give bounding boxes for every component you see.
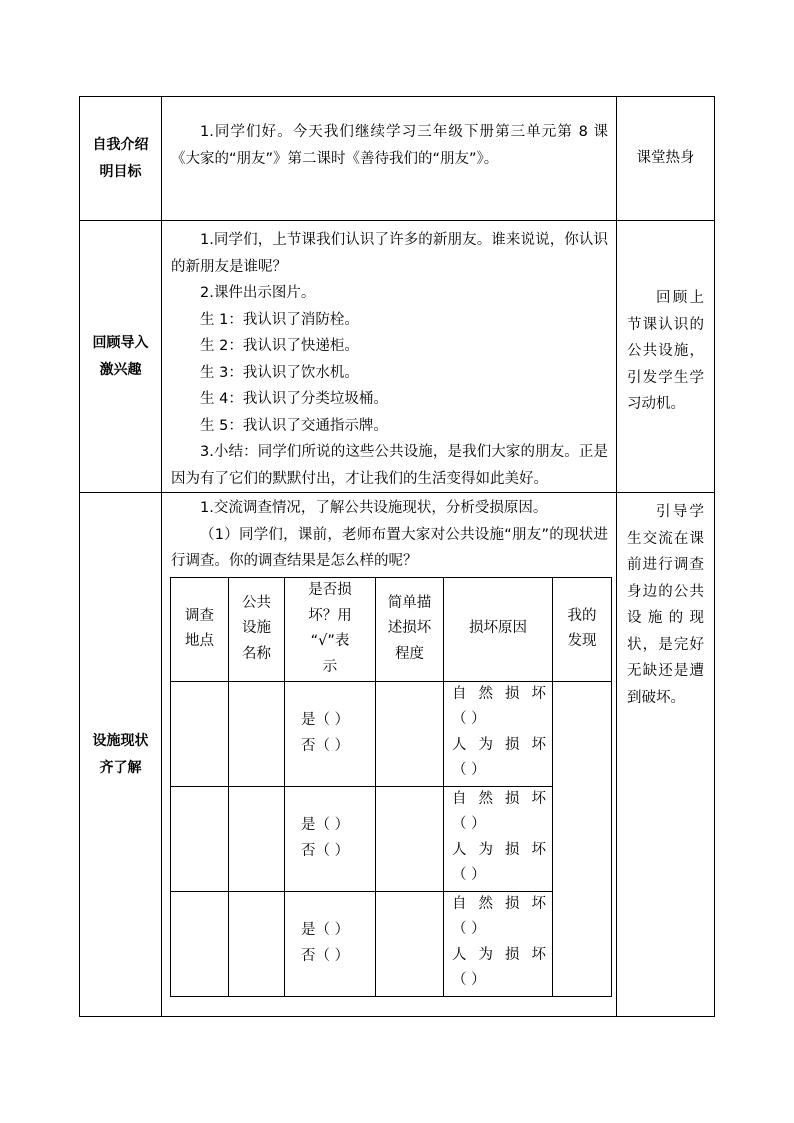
lesson-row-review (80, 221, 715, 493)
survey-cell-damaged (285, 786, 376, 891)
stage-label: 自我介绍 (92, 136, 149, 153)
content-paragraph: 2.课件出示图片。 (200, 285, 316, 301)
survey-header-row (171, 577, 612, 681)
intent-cell (617, 221, 715, 493)
natural-damage-option: 自然损坏 (452, 790, 558, 807)
yes-option: 是（ ） (301, 712, 350, 728)
option-paren: （ ） (452, 762, 486, 778)
intent-cell (617, 493, 715, 1017)
survey-cell-cause (444, 786, 558, 891)
intent-cell (617, 97, 715, 221)
stage-cell (80, 221, 162, 493)
survey-header-damaged: 是否损 坏？用 “√”表 示 (285, 577, 376, 681)
content-paragraph: 生 4：我认识了分类垃圾桶。 (200, 391, 388, 407)
option-paren: （ ） (452, 867, 486, 883)
survey-header-location: 调查 地点 (171, 577, 229, 681)
stage-cell (80, 97, 162, 221)
content-paragraph: （1）同学们，课前，老师布置大家对公共设施“朋友”的现状进行调查。你的调查结果是怎么样的呢？ (171, 526, 608, 569)
survey-row (171, 681, 612, 786)
content-paragraph: 1.交流调查情况，了解公共设施现状，分析受损原因。 (200, 500, 548, 516)
survey-cell-cause (444, 891, 558, 996)
survey-cell-cause (444, 681, 558, 786)
option-paren: （ ） (452, 711, 486, 727)
survey-cell-facility (229, 681, 285, 786)
survey-cell-location (171, 891, 229, 996)
human-damage-option: 人为损坏 (452, 841, 558, 858)
content-cell (162, 493, 617, 1017)
content-paragraph: 1.同学们好。今天我们继续学习三年级下册第三单元第 8 课《大家的“朋友”》第二课时《善待我们的“朋友”》。 (171, 124, 608, 167)
intent-text: 课堂热身 (636, 150, 695, 167)
natural-damage-option: 自然损坏 (452, 895, 558, 912)
survey-cell-degree (376, 891, 444, 996)
survey-table (170, 577, 612, 997)
option-paren: （ ） (452, 816, 486, 832)
content-paragraph: 3.小结：同学们所说的这些公共设施，是我们大家的朋友。正是因为有了它们的默默付出，才让我们的生活变得如此美好。 (171, 444, 608, 487)
lesson-plan-table (79, 96, 715, 1017)
stage-cell (80, 493, 162, 1017)
option-paren: （ ） (452, 921, 486, 937)
lesson-row-intro (80, 97, 715, 221)
content-paragraph: 生 3：我认识了饮水机。 (200, 364, 359, 381)
survey-header-finding: 我的 发现 (553, 577, 612, 681)
survey-header-cause: 损坏原因 (444, 577, 553, 681)
no-option: 否（ ） (301, 947, 350, 964)
intent-text: 引导学生交流在课前进行调查身边的公共设施的现状，是完好无缺还是遭到破坏。 (627, 504, 704, 706)
natural-damage-option: 自然损坏 (452, 685, 558, 702)
survey-row (171, 786, 612, 891)
survey-cell-finding (553, 681, 612, 996)
stage-label: 设施现状 (92, 732, 149, 749)
survey-cell-degree (376, 786, 444, 891)
option-paren: （ ） (452, 972, 486, 988)
survey-row (171, 891, 612, 996)
stage-label: 明目标 (99, 163, 142, 180)
survey-cell-facility (229, 891, 285, 996)
survey-cell-damaged (285, 891, 376, 996)
survey-cell-facility (229, 786, 285, 891)
yes-option: 是（ ） (301, 922, 350, 938)
content-paragraph: 生 2：我认识了快递柜。 (200, 338, 359, 354)
stage-label: 激兴趣 (99, 361, 142, 378)
survey-cell-degree (376, 681, 444, 786)
survey-cell-damaged (285, 681, 376, 786)
human-damage-option: 人为损坏 (452, 946, 558, 963)
content-cell (162, 97, 617, 221)
survey-header-facility: 公共 设施 名称 (229, 577, 285, 681)
no-option: 否（ ） (301, 737, 350, 754)
content-paragraph: 1.同学们，上节课我们认识了许多的新朋友。谁来说说，你认识的新朋友是谁呢？ (171, 232, 608, 275)
human-damage-option: 人为损坏 (452, 736, 558, 753)
no-option: 否（ ） (301, 842, 350, 859)
survey-header-degree: 简单描 述损坏 程度 (376, 577, 444, 681)
yes-option: 是（ ） (301, 817, 350, 833)
survey-cell-location (171, 681, 229, 786)
lesson-row-facilities (80, 493, 715, 1017)
stage-label: 齐了解 (99, 759, 142, 776)
content-cell (162, 221, 617, 493)
survey-cell-location (171, 786, 229, 891)
content-paragraph: 生 1：我认识了消防栓。 (200, 311, 359, 328)
stage-label: 回顾导入 (92, 334, 149, 351)
content-paragraph: 生 5：我认识了交通指示牌。 (200, 417, 388, 434)
intent-text: 回顾上节课认识的公共设施，引发学生学习动机。 (627, 290, 704, 412)
